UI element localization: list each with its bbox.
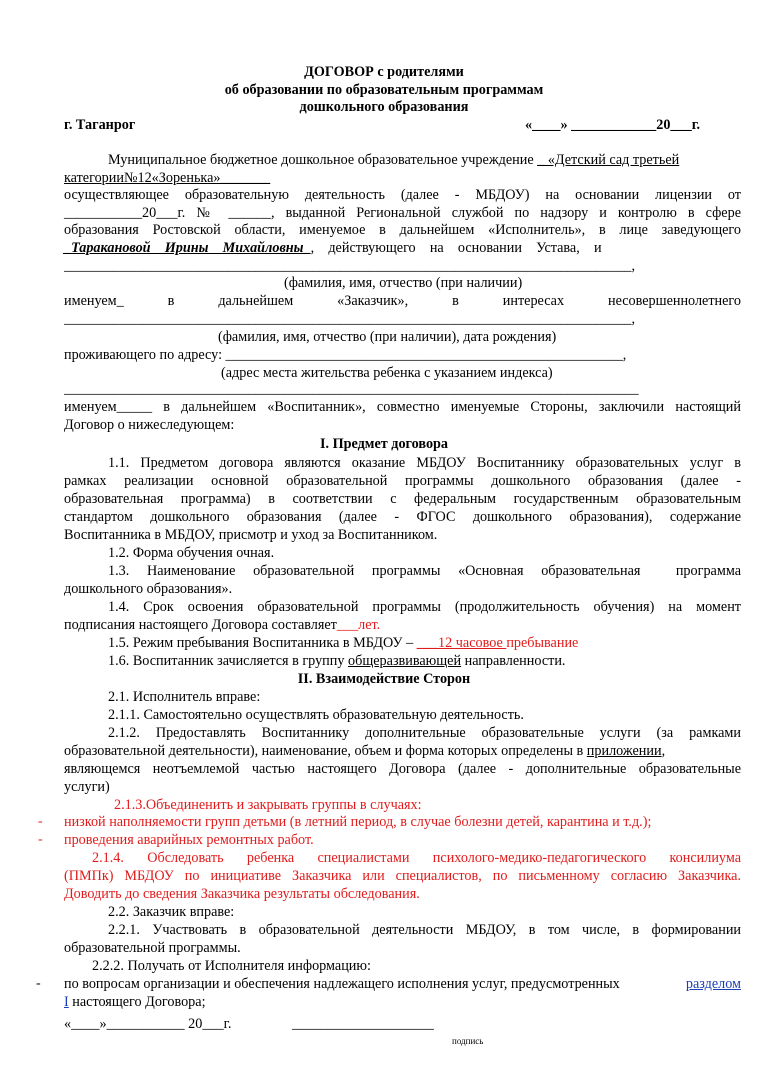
footer-date: «____»___________ 20___г. xyxy=(64,1016,232,1032)
section-link[interactable]: разделом xyxy=(685,976,741,992)
stay-mode: пребывание xyxy=(506,635,579,651)
clause-1-5 xyxy=(108,635,578,652)
clause-1-1-line4: стандартом дошкольного образования (далее - ФГОС дошкольного образования), содержание xyxy=(64,509,741,525)
clause-2-1: 2.1. Исполнитель вправе: xyxy=(108,689,261,705)
footer-signature-line: ____________________ xyxy=(292,1016,434,1032)
clause-1-3-line1: 1.3. Наименование образовательной программы «Основная образовательная программа xyxy=(108,563,741,579)
section1-heading: I. Предмет договора xyxy=(319,436,449,452)
clause-2-1-4-line1: 2.1.4. Обследовать ребенка специалистами психолого-медико-педагогического консилиума xyxy=(92,850,741,866)
clause-2-1-4-line3: Доводить до сведения Заказчика результаты обследования. xyxy=(64,886,420,902)
appendix-link[interactable]: приложении xyxy=(586,743,662,759)
child-name-caption: (фамилия, имя, отчество (при наличии), дата рождения) xyxy=(218,329,557,345)
clause-2-1-3: 2.1.3.Объединенить и закрывать группы в случаях: xyxy=(114,797,422,813)
bullet-info-line2 xyxy=(64,994,206,1011)
clause-2-1-1: 2.1.1. Самостоятельно осуществлять образовательную деятельность. xyxy=(108,707,524,723)
bullet-repair-works: проведения аварийных ремонтных работ. xyxy=(64,832,314,848)
doc-title-line1: ДОГОВОР с родителями xyxy=(304,64,464,80)
intro-line15: именуем_____ в дальнейшем «Воспитанник», совместно именуемые Стороны, заключили настоящий xyxy=(64,399,741,415)
customer-name-blank: ________________________________________________________________________________, xyxy=(64,258,636,274)
clause-1-4-line1: 1.4. Срок освоения образовательной программы (продолжительность обучения) на момент xyxy=(108,599,741,615)
clause-1-1-line2: рамках реализации основной образовательной программы дошкольного образования (далее - xyxy=(64,473,741,489)
intro-line2: категории№12«Зоренька»_______ xyxy=(64,170,271,186)
address-line: проживающего по адресу: ________________________________________________________, xyxy=(64,347,627,363)
bullet-dash-2: - xyxy=(38,832,43,847)
doc-title-line2: об образовании по образовательным программам xyxy=(224,82,544,98)
clause-2-1-4-line2: (ПМПк) МБДОУ по инициативе Заказчика или специалистов, по письменному согласию Заказчика. xyxy=(64,868,741,884)
kindergarten-name: _ «Детский сад третьей xyxy=(537,152,680,168)
clause-2-2: 2.2. Заказчик вправе: xyxy=(108,904,235,920)
intro-line3: осуществляющее образовательную деятельность (далее - МБДОУ) на основании лицензии от xyxy=(64,187,741,203)
city: г. Таганрог xyxy=(64,117,136,133)
bullet-dash-1: - xyxy=(38,814,43,829)
intro-line1 xyxy=(108,152,741,169)
footer-signature-caption: подпись xyxy=(452,1036,484,1046)
intro-line6-rest: , действующего на основании Устава, и xyxy=(310,240,602,256)
clause-1-6-end: направленности. xyxy=(461,653,566,669)
clause-2-1-2-line3: являющемся неотъемлемой частью настоящего Договора (далее - дополнительные образовательные xyxy=(64,761,741,777)
clause-1-1-line1: 1.1. Предметом договора являются оказание МБДОУ Воспитаннику образовательных услуг в xyxy=(108,455,741,471)
intro-line5: образования Ростовской области, именуемое в дальнейшем «Исполнитель», в лице заведующего xyxy=(64,222,741,238)
clause-2-1-2-text: образовательной деятельности), наименование, объем и форма которых определены в xyxy=(64,743,587,759)
section-number-link[interactable]: I xyxy=(64,994,69,1010)
intro-line4: ___________20___г. № ______, выданной Региональной службой по надзору и контролю в сфере xyxy=(64,205,741,221)
clause-1-1-line5: Воспитанника в МБДОУ, присмотр и уход за Воспитанником. xyxy=(64,527,438,543)
customer-name-caption: (фамилия, имя, отчество (при наличии) xyxy=(284,275,523,291)
clause-2-2-1-line2: образовательной программы. xyxy=(64,940,241,956)
clause-2-1-2-line1: 2.1.2. Предоставлять Воспитаннику дополнительные образовательные услуги (за рамками xyxy=(108,725,741,741)
clause-2-1-2-comma: , xyxy=(661,743,666,759)
study-duration: ___лет. xyxy=(336,617,381,633)
intro-line16: Договор о нижеследующем: xyxy=(64,417,235,433)
child-name-blank: ________________________________________________________________________________, xyxy=(64,311,636,327)
bullet-info-end: настоящего Договора; xyxy=(68,994,206,1010)
clause-2-1-2-line4: услуги) xyxy=(64,779,110,795)
clause-1-4-text: подписания настоящего Договора составляет xyxy=(64,617,337,633)
clause-1-1-line3: образовательная программа) в соответствии с федеральным государственным образовательным xyxy=(64,491,741,507)
bullet-info-line1 xyxy=(64,976,741,993)
address-blank: _________________________________________________________________________________ xyxy=(64,381,639,397)
bullet-low-occupancy: низкой наполняемости групп детьми (в летний период, в случае болезни детей, карантина и т.д.); xyxy=(64,814,652,830)
clause-2-1-2-line2 xyxy=(64,743,741,760)
address-caption: (адрес места жительства ребенка с указанием индекса) xyxy=(221,365,553,381)
clause-1-3-line2: дошкольного образования». xyxy=(64,581,233,597)
doc-title-line3: дошкольного образования xyxy=(299,99,469,115)
clause-1-2: 1.2. Форма обучения очная. xyxy=(108,545,275,561)
intro-line1-text: Муниципальное бюджетное дошкольное образовательное учреждение xyxy=(108,152,538,168)
section2-heading: II. Взаимодействие Сторон xyxy=(297,671,471,687)
intro-line6 xyxy=(64,240,741,257)
contract-date: «____» ____________20___г. xyxy=(525,117,701,133)
intro-line9: именуем_ в дальнейшем «Заказчик», в интересах несовершеннолетнего xyxy=(64,293,741,309)
clause-1-4-line2 xyxy=(64,617,380,634)
stay-hours: ___12 часовое xyxy=(416,635,507,651)
clause-1-5-text: 1.5. Режим пребывания Воспитанника в МБДОУ – xyxy=(108,635,417,651)
group-type: общеразвивающей xyxy=(348,653,462,669)
clause-2-2-1-line1: 2.2.1. Участвовать в образовательной деятельности МБДОУ, в том числе, в формировании xyxy=(108,922,741,938)
bullet-info-text: по вопросам организации и обеспечения надлежащего исполнения услуг, предусмотренных xyxy=(64,976,620,992)
clause-1-6 xyxy=(108,653,565,670)
bullet-dash-3: - xyxy=(36,976,41,991)
clause-1-6-text: 1.6. Воспитанник зачисляется в группу xyxy=(108,653,349,669)
clause-2-2-2: 2.2.2. Получать от Исполнителя информацию: xyxy=(92,958,371,974)
head-name: _Таракановой Ирины Михайловны_ xyxy=(64,240,311,256)
